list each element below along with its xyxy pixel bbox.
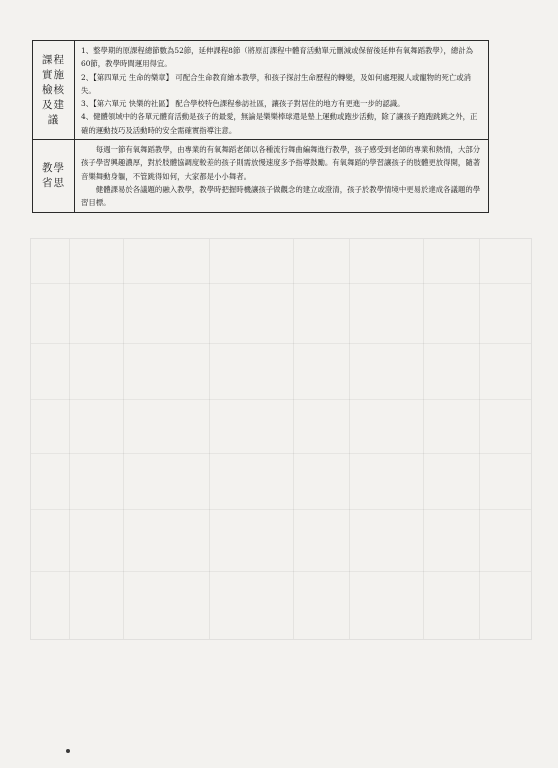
reflection-paragraph: 每週一節有氧舞蹈教學，由專業的有氧舞蹈老師以各種流行舞曲編舞進行教學，孩子感受到老師的專業和熱情，大部分孩子學習興趣濃厚，對於肢體協調度較差的孩子則需放慢速度多予指導鼓勵。有氧舞蹈的學習讓孩子的肢體更放得開，隨著音樂舞動身軀，不管跳得如何，大家都是小小舞者。 [81, 145, 481, 181]
review-item: 1、整學期的原課程總節數為52節，延伸課程8節（將原訂課程中體育活動單元刪減或保留後延伸有氧舞蹈教學），總計為60節，教學時間運用得宜。 [81, 46, 474, 69]
table-row-teaching-reflection [33, 140, 489, 212]
ink-spot [66, 749, 70, 753]
reflection-paragraph: 健體課易於各議題的融入教學，教學時把握時機讓孩子做觀念的建立或澄清，孩子於教學情境中更易於達成各議題的學習目標。 [81, 184, 481, 208]
review-item: 2、【第四單元 生命的樂章】 可配合生命教育繪本教學，和孩子探討生命歷程的轉變，及如何處理親人或寵物的死亡或消失。 [81, 72, 472, 95]
course-review-table [32, 40, 489, 213]
section-header-implementation-review: 課程 實施 檢核 及建 議 [33, 41, 75, 140]
reverse-side-bleed-through [30, 238, 532, 640]
review-item: 4、健體領域中的各單元體育活動是孩子的最愛，無論是樂樂棒球還是墊上運動或跑步活動，除了讓孩子跑跑跳跳之外，正確的運動技巧及活動時的安全需確實指導注意。 [81, 112, 478, 135]
table-row-implementation-review [33, 41, 489, 140]
teaching-reflection-content [75, 140, 489, 212]
section-header-teaching-reflection: 教學 省思 [33, 140, 75, 212]
implementation-review-content [75, 41, 489, 140]
review-item: 3、【第六單元 快樂的社區】 配合學校特色課程參訪社區，讓孩子對居住的地方有更進一步的認識。 [81, 99, 405, 109]
